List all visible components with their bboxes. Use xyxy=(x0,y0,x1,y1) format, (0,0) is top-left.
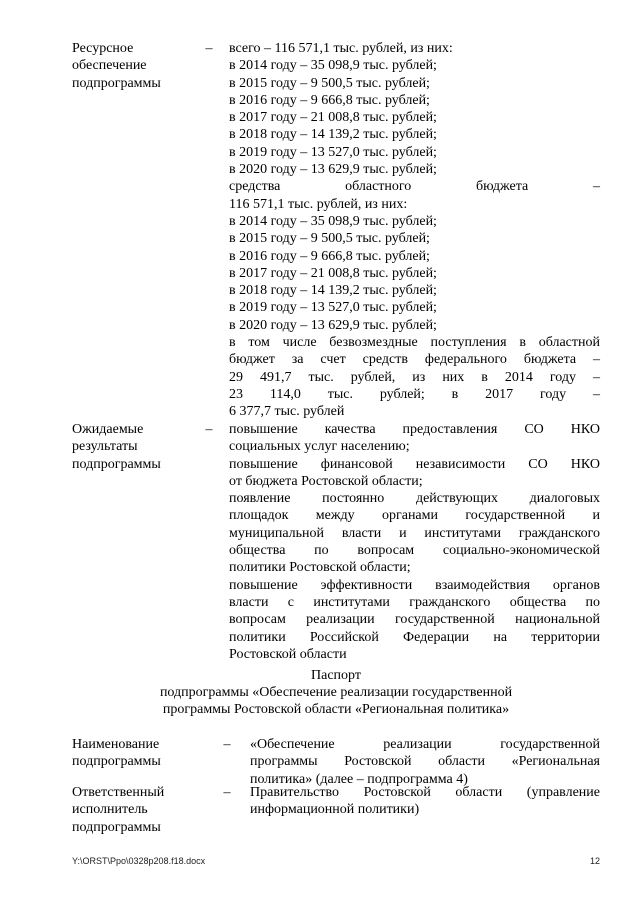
value-line: 116 571,1 тыс. рублей, из них: xyxy=(229,196,408,212)
dash-separator: – xyxy=(223,737,231,752)
label-line: подпрограммы xyxy=(72,754,161,770)
passport-subtitle: подпрограммы «Обеспечение реализации государственной xyxy=(159,685,513,700)
value-line: политики Ростовской области; xyxy=(229,560,411,576)
value-line: в 2018 году – 14 139,2 тыс. рублей; xyxy=(229,283,437,299)
executor-label xyxy=(72,784,192,836)
value-line: социальных услуг населению; xyxy=(229,439,410,455)
value-line: власти с институтами гражданского общества по xyxy=(229,594,600,610)
file-path: Y:\ORST\Ppo\0328p208.f18.docx xyxy=(72,856,206,866)
value-line: политика» (далее – подпрограмма 4) xyxy=(250,771,468,787)
value-line: всего – 116 571,1 тыс. рублей, из них: xyxy=(229,41,453,56)
name-label xyxy=(72,736,192,771)
passport-subtitle: программы Ростовской области «Региональная политика» xyxy=(162,702,510,717)
executor-value xyxy=(250,784,600,819)
page-number: 12 xyxy=(589,856,600,866)
label-line: подпрограммы xyxy=(72,75,161,91)
resources-label xyxy=(72,40,192,92)
value-line: информационной политики) xyxy=(250,802,420,818)
value-line: в 2015 году – 9 500,5 тыс. рублей; xyxy=(229,75,430,91)
value-line: повышение финансовой независимости СО НКО xyxy=(229,456,600,472)
value-line: в 2018 году – 14 139,2 тыс. рублей; xyxy=(229,127,437,143)
resources-value xyxy=(229,40,600,421)
value-line: в 2014 году – 35 098,9 тыс. рублей; xyxy=(229,213,437,229)
value-line: в 2017 году – 21 008,8 тыс. рублей; xyxy=(229,110,437,126)
value-line: повышение качества предоставления СО НКО xyxy=(229,422,600,437)
value-line: «Обеспечение реализации государственной xyxy=(250,737,600,752)
value-line: в 2016 году – 9 666,8 тыс. рублей; xyxy=(229,92,430,108)
value-line: от бюджета Ростовской области; xyxy=(229,473,423,489)
value-line: вопросам реализации государственной национальной xyxy=(229,612,600,628)
label-line: Ресурсное xyxy=(72,41,134,56)
value-line: общества по вопросам социально-экономической xyxy=(229,543,600,559)
value-line: Ростовской области xyxy=(229,646,347,662)
label-line: подпрограммы xyxy=(72,819,161,835)
value-line: площадок между органами государственной и xyxy=(229,508,600,524)
value-line: в том числе безвозмездные поступления в областной xyxy=(229,335,600,351)
value-line: в 2020 году – 13 629,9 тыс. рублей; xyxy=(229,162,437,178)
value-line: Правительство Ростовской области (управление xyxy=(250,785,600,800)
name-value xyxy=(250,736,600,788)
value-line: в 2019 году – 13 527,0 тыс. рублей; xyxy=(229,300,437,316)
value-line: в 2019 году – 13 527,0 тыс. рублей; xyxy=(229,144,437,160)
value-line: муниципальной власти и институтами гражданского xyxy=(229,525,600,541)
dash-separator: – xyxy=(205,422,213,437)
results-value xyxy=(229,421,600,663)
value-line: в 2016 году – 9 666,8 тыс. рублей; xyxy=(229,248,430,264)
passport-title: Паспорт xyxy=(311,668,361,683)
value-line: повышение эффективности взаимодействия органов xyxy=(229,577,600,593)
label-line: подпрограммы xyxy=(72,456,161,472)
value-line: появление постоянно действующих диалоговых xyxy=(229,491,600,507)
label-line: исполнитель xyxy=(72,802,148,818)
results-label xyxy=(72,421,192,473)
label-line: Наименование xyxy=(72,737,160,752)
dash-separator: – xyxy=(223,785,231,800)
label-line: Ожидаемые xyxy=(72,422,144,437)
value-line: программы Ростовской области «Региональная xyxy=(250,754,600,770)
value-line: 23 114,0 тыс. рублей; в 2017 году – xyxy=(229,386,600,402)
value-line: бюджет за счет средств федерального бюджета – xyxy=(229,352,600,368)
label-line: результаты xyxy=(72,439,138,455)
value-line: политики Российской Федерации на территории xyxy=(229,629,600,645)
value-line: средства областного бюджета – xyxy=(229,179,600,195)
value-line: в 2014 году – 35 098,9 тыс. рублей; xyxy=(229,58,437,74)
value-line: в 2015 году – 9 500,5 тыс. рублей; xyxy=(229,231,430,247)
label-line: Ответственный xyxy=(72,785,165,800)
label-line: обеспечение xyxy=(72,58,147,74)
value-line: 29 491,7 тыс. рублей, из них в 2014 году – xyxy=(229,369,600,385)
value-line: 6 377,7 тыс. рублей xyxy=(229,404,345,420)
value-line: в 2017 году – 21 008,8 тыс. рублей; xyxy=(229,265,437,281)
value-line: в 2020 году – 13 629,9 тыс. рублей; xyxy=(229,317,437,333)
dash-separator: – xyxy=(205,41,213,56)
